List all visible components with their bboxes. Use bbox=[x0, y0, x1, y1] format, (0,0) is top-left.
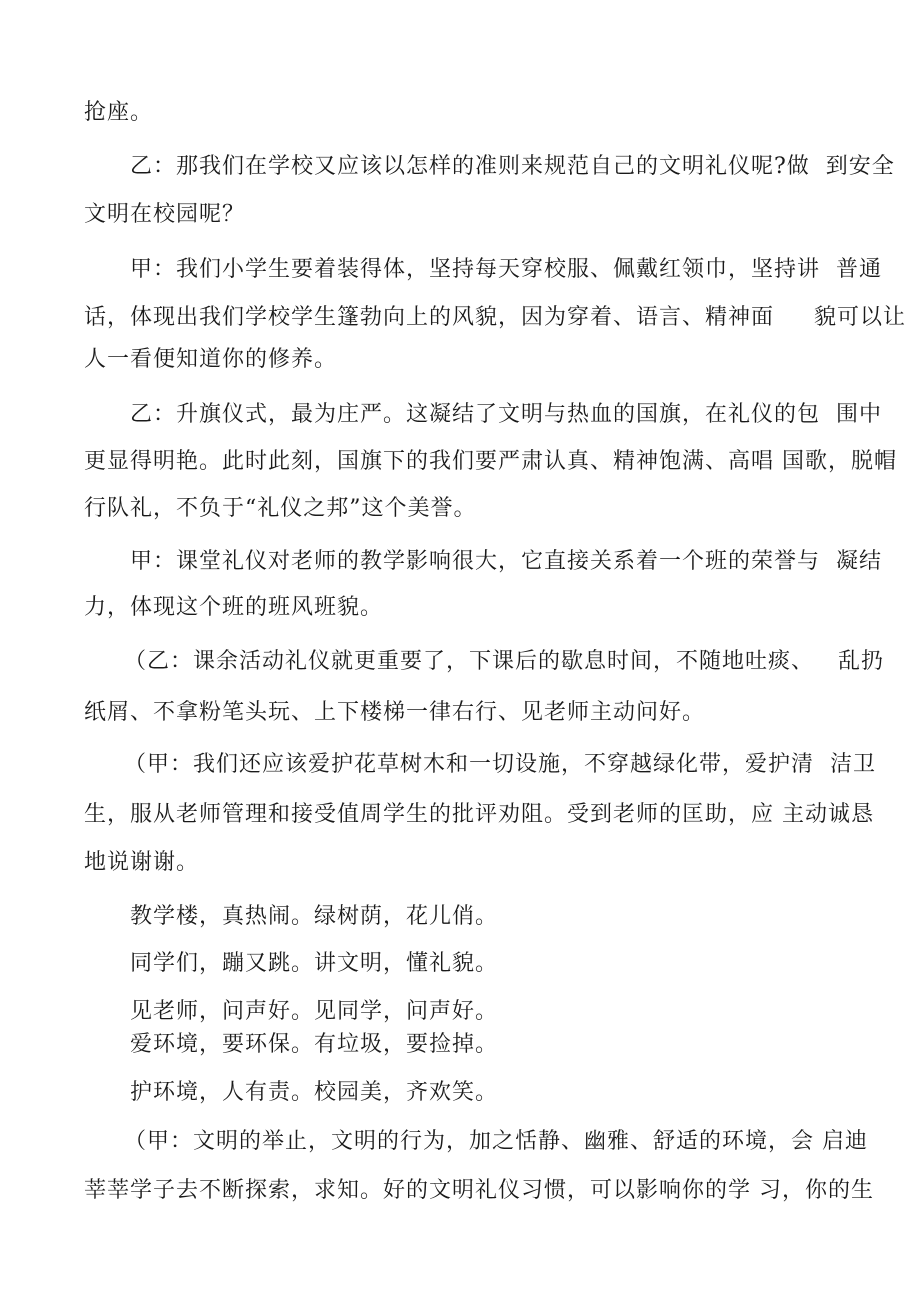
text-line: 乙：那我们在学校又应该以怎样的准则来规范自己的文明礼仪呢?做 到安全 bbox=[130, 154, 895, 179]
text-line: 同学们，蹦又跳。讲文明，懂礼貌。 bbox=[130, 951, 499, 976]
text-line: 文明在校园呢？ bbox=[84, 202, 246, 227]
text-line: 莘莘学子去不断探索，求知。好的文明礼仪习惯，可以影响你的学 习，你的生 bbox=[84, 1178, 874, 1203]
text-line: 人一看便知道你的修养。 bbox=[84, 347, 338, 372]
text-line: 地说谢谢。 bbox=[84, 850, 200, 875]
text-line: 教学楼，真热闹。绿树荫，花儿俏。 bbox=[130, 904, 499, 929]
text-line: 抢座。 bbox=[84, 100, 154, 125]
text-line: 纸屑、不拿粉笔头玩、上下楼梯一律右行、见老师主动问好。 bbox=[84, 700, 706, 725]
text-line: 见老师，问声好。见同学，问声好。 bbox=[130, 999, 499, 1024]
text-line: 乙：升旗仪式，最为庄严。这凝结了文明与热血的国旗，在礼仪的包 围中 bbox=[130, 402, 882, 427]
text-line: 力，体现这个班的班风班貌。 bbox=[84, 595, 384, 620]
text-line: 护环境，人有责。校园美，齐欢笑。 bbox=[130, 1080, 499, 1105]
text-line: 甲：课堂礼仪对老师的教学影响很大，它直接关系着一个班的荣誉与 凝结 bbox=[130, 549, 882, 574]
text-line: 行队礼，不负于“礼仪之邦”这个美誉。 bbox=[84, 496, 477, 521]
text-line: 生，服从老师管理和接受值周学生的批评劝阻。受到老师的匡助，应 主动诚恳 bbox=[84, 802, 874, 827]
text-line: 甲：我们小学生要着装得体，坚持每天穿校服、佩戴红领巾，坚持讲 普通 bbox=[130, 257, 882, 282]
text-line: （乙：课余活动礼仪就更重要了，下课后的歇息时间，不随地吐痰、 乱扔 bbox=[124, 649, 884, 674]
text-line: （甲：我们还应该爱护花草树木和一切设施，不穿越绿化带，爱护清 洁卫 bbox=[124, 752, 876, 777]
text-line: （甲：文明的举止，文明的行为，加之恬静、幽雅、舒适的环境，会 启迪 bbox=[124, 1129, 868, 1154]
text-line: 话，体现出我们学校学生篷勃向上的风貌，因为穿着、语言、精神面 貌可以让 bbox=[84, 305, 906, 330]
text-line: 爱环境，要环保。有垃圾，要捡掉。 bbox=[130, 1032, 499, 1057]
text-line: 更显得明艳。此时此刻，国旗下的我们要严肃认真、精神饱满、高唱 国歌，脱帽 bbox=[84, 449, 897, 474]
